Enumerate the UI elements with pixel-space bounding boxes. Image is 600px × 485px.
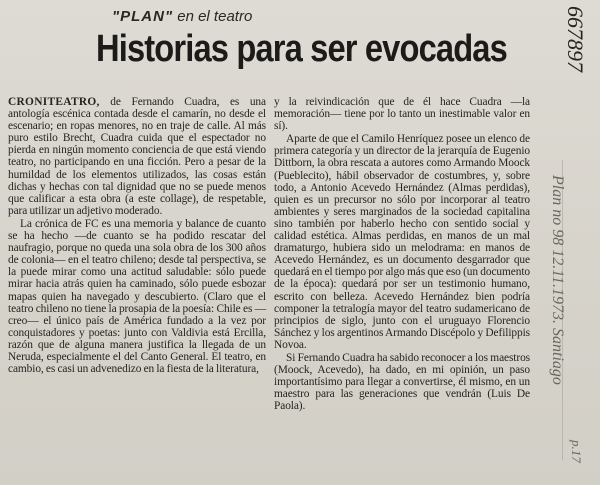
kicker-section: en el teatro: [177, 8, 253, 25]
handwritten-source-note: Plan no 98 12.11.1973. Santiago: [549, 175, 566, 385]
article-headline: Historias para ser evocadas: [96, 28, 507, 70]
paragraph: [274, 96, 530, 132]
paragraph: [274, 133, 530, 351]
kicker-publication: "PLAN": [112, 8, 174, 25]
handwritten-page-number: p.17: [569, 440, 584, 463]
paragraph: [8, 96, 266, 217]
paragraph-text: y la reivindicación que de él hace Cuadra —la memoración— tiene por lo tanto un inestimable valor en sí).: [274, 96, 530, 133]
paragraph-text: La crónica de FC es una memoria y balance de cuanto se ha hecho —de cuanto se ha podido rescatar del naufragio, porque no queda una sola obra de los 300 años de colonia— en el teatro chileno; desde tal perspectiva, se la puede mirar como una actitud saludable: sólo puede mirar hacia atrás quien ha caminado, sólo puede esbozar mapas quien ha navegado y descubierto. (Claro que el teatro chileno no tiene la prosapia de la poesía: Chile es —creo— el único país de América fundado a la vez por conquistadores y poetas: junto con Valdivia está Ercilla, razón que de alguna manera justifica la llegada de un Neruda, especialmente el del Canto General. El teatro, en cambio, es casi un advenedizo en la fiesta de la literatura,: [8, 217, 266, 376]
section-kicker: [112, 8, 252, 25]
paragraph: [8, 218, 266, 375]
lead-title: CRONITEATRO,: [8, 96, 100, 108]
paragraph-text: de Fernando Cuadra, es una antología escénica contada desde el camarín, no desde el escenario; en ropas menores, no en traje de calle. Al más puro estilo Brecht, Cuadra cuida que el espectador no pierda en ningún momento conciencia de que está viendo teatro, no participando en una ficción. Pero a pesar de la humildad de los elementos utilizados, las cosas están dichas y hechas con tal dignidad que no se puede menos que calificar a esta obra (a este collage), de respetable, para utilizar un adjetivo moderado.: [8, 96, 266, 217]
paragraph: [274, 352, 530, 412]
paragraph-text: Si Fernando Cuadra ha sabido reconocer a los maestros (Moock, Acevedo), ha dado, en mi opinión, un paso importantísimo para llegar a convertirse, él mismo, en un maestro para las generaciones que vendrán (Luis De Paola).: [274, 351, 530, 413]
handwritten-archive-code: 667897: [563, 6, 588, 72]
paragraph-text: Aparte de que el Camilo Henríquez posee un elenco de primera categoría y un director de la jerarquía de Eugenio Dittborn, la obra rescata a autores como Armando Moock (Pueblecito), hábil observador de costumbres, y, sobre todo, a Antonio Acevedo Hernández (Almas perdidas), quien es un precursor no sólo por incorporar al teatro ambientes y seres marginados de la sociedad capitalina sino también por haberlo hecho con sentido social y calidad estética. Almas perdidas, en manos de un mal dramaturgo, hubiera sido un melodrama: en manos de Acevedo Hernández, es un documento desgarrador que quedará en el tiempo por algo más que eso (un documento de la época): quedará por ser un testimonio humano, escrito con belleza. Acevedo Hernández bien podría componer la tetralogía mayor del teatro sudamericano de principios de siglo, junto con el uruguayo Florencio Sánchez y los argentinos Armando Discépolo y Defilippis Novoa.: [274, 133, 530, 351]
article-column-left: [8, 96, 266, 375]
article-column-right: [274, 96, 530, 412]
